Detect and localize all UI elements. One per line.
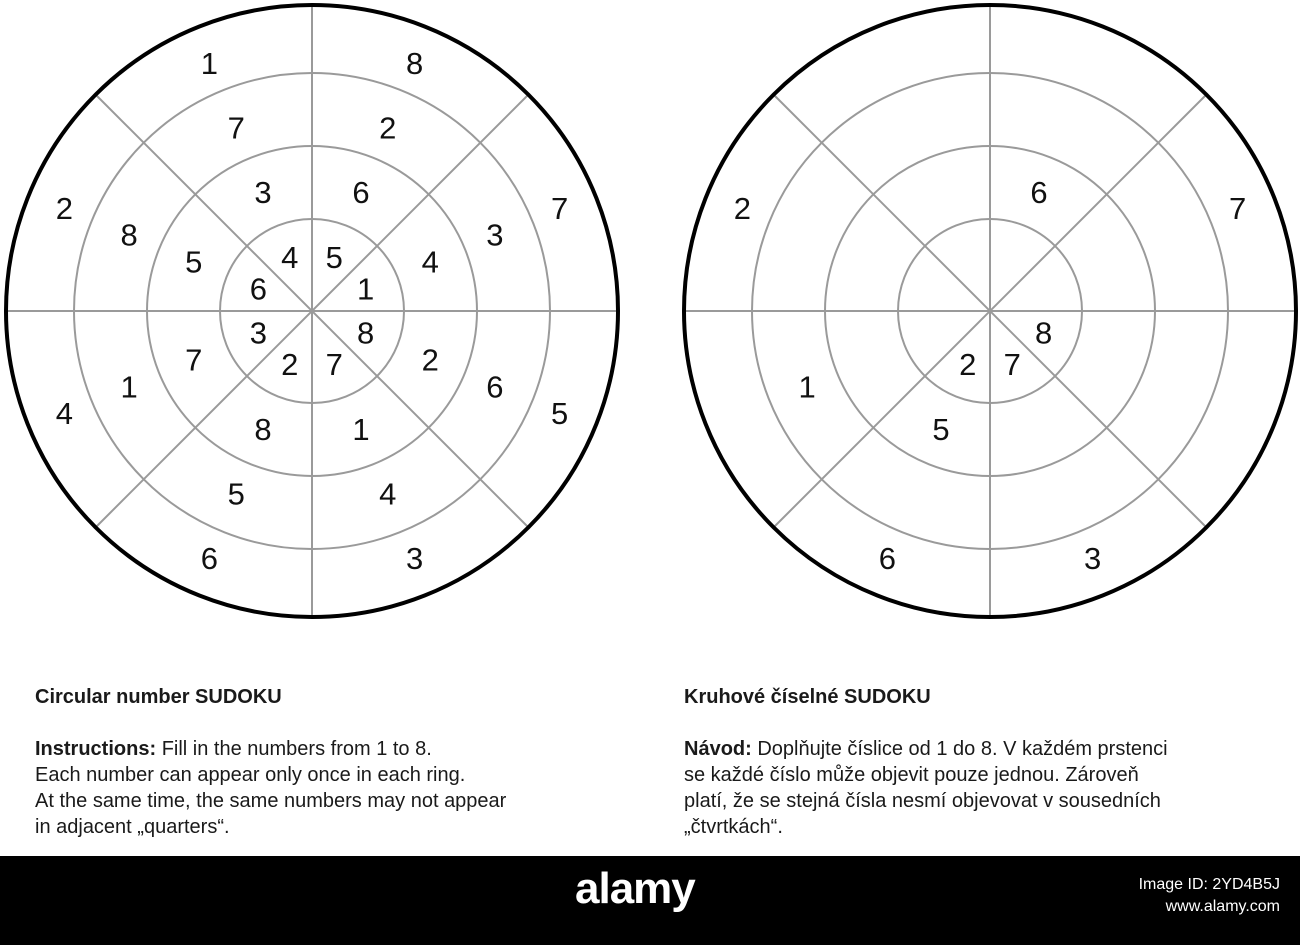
cell-digit: 8 — [405, 45, 424, 81]
image-id: Image ID: 2YD4B5J — [1138, 876, 1280, 893]
instructions-line: At the same time, the same numbers may not appear — [35, 790, 507, 812]
instructions-line: „čtvrtkách“. — [684, 816, 783, 838]
cell-digit: 7 — [550, 190, 569, 226]
cell-digit: 6 — [200, 541, 219, 577]
cell-digit: 5 — [550, 396, 569, 432]
cell-digit: 2 — [55, 190, 74, 226]
cell-digit: 5 — [227, 476, 245, 512]
cell-digit: 2 — [379, 110, 397, 146]
puzzle-title-czech: Kruhové číselné SUDOKU — [684, 686, 931, 708]
cell-digit: 5 — [325, 239, 343, 275]
cell-digit: 3 — [249, 315, 268, 351]
cell-digit: 4 — [421, 244, 439, 280]
instructions-line: se každé číslo může objevit pouze jednou. Zároveň — [684, 764, 1139, 786]
cell-digit: 1 — [200, 45, 219, 81]
instructions-czech — [684, 684, 1284, 840]
alamy-logo: alamy — [575, 864, 695, 913]
cell-digit: 1 — [352, 411, 370, 447]
cell-digit: 6 — [486, 369, 504, 405]
cell-digit: 6 — [249, 271, 268, 307]
cell-digit: 4 — [281, 239, 299, 275]
cell-digit: 1 — [120, 369, 138, 405]
cell-digit: 7 — [1228, 190, 1247, 226]
instructions-line: Fill in the numbers from 1 to 8. — [161, 738, 432, 760]
cell-digit: 6 — [352, 175, 370, 211]
cell-digit: 3 — [1083, 541, 1102, 577]
cell-digit: 2 — [959, 347, 977, 383]
cell-digit: 5 — [932, 411, 950, 447]
cell-digit: 7 — [185, 342, 203, 378]
cell-digit: 3 — [254, 175, 272, 211]
cell-digit: 7 — [1003, 347, 1021, 383]
cell-digit: 4 — [55, 396, 74, 432]
cell-digit: 8 — [120, 217, 138, 253]
instructions-line: Each number can appear only once in each ring. — [35, 764, 466, 786]
instructions-label: Instructions: — [35, 738, 157, 760]
instructions-line: platí, že se stejná čísla nesmí objevovat v sousedních — [684, 790, 1161, 812]
cell-digit: 5 — [185, 244, 203, 280]
sudoku-board-solved — [6, 5, 618, 617]
cell-digit: 8 — [254, 411, 272, 447]
cell-digit: 2 — [733, 190, 752, 226]
cell-digit: 2 — [281, 347, 299, 383]
cell-digit: 2 — [421, 342, 439, 378]
cell-digit: 1 — [356, 271, 375, 307]
cell-digit: 6 — [878, 541, 897, 577]
sudoku-board-unsolved — [684, 5, 1296, 617]
cell-digit: 8 — [1034, 315, 1053, 351]
instructions-line: in adjacent „quarters“. — [35, 816, 230, 838]
cell-digit: 7 — [227, 110, 245, 146]
puzzle-title-english: Circular number SUDOKU — [35, 686, 282, 708]
instructions-label: Návod: — [684, 738, 752, 760]
cell-digit: 7 — [325, 347, 343, 383]
cell-digit: 8 — [356, 315, 375, 351]
instructions-english — [35, 684, 635, 840]
site-url: www.alamy.com — [1165, 898, 1280, 915]
cell-digit: 3 — [486, 217, 504, 253]
cell-digit: 3 — [405, 541, 424, 577]
cell-digit: 1 — [798, 369, 816, 405]
cell-digit: 4 — [379, 476, 397, 512]
instructions-line: Doplňujte číslice od 1 do 8. V každém prstenci — [757, 738, 1168, 760]
watermark-footer — [0, 856, 1300, 945]
cell-digit: 6 — [1030, 175, 1048, 211]
